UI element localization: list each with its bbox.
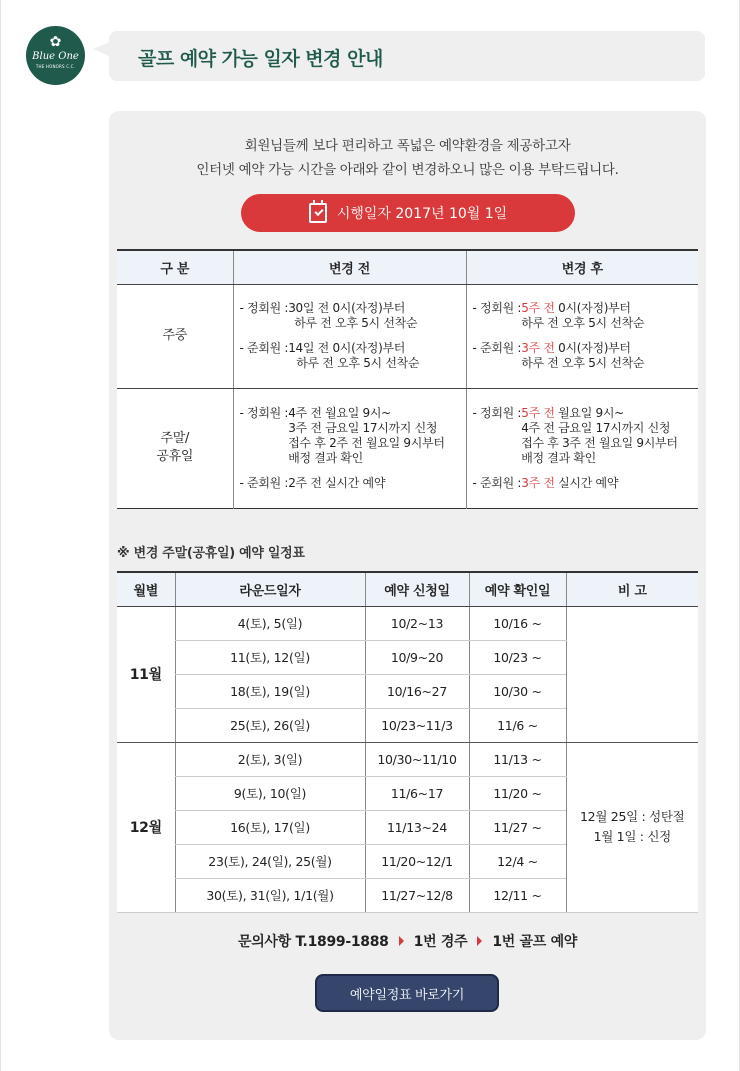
schedule-title: ※ 변경 주말(공휴일) 예약 일정표 — [117, 546, 305, 561]
category-weekend: 주말/ 공휴일 — [156, 431, 194, 464]
schedule-link-button[interactable]: 예약일정표 바로가기 — [315, 974, 499, 1012]
logo-text: Blue One — [32, 51, 79, 62]
table-row-weekend — [117, 388, 698, 508]
calendar-check-icon — [309, 203, 327, 223]
contact-step-2: 1번 골프 예약 — [492, 934, 578, 950]
logo-subtext: THE HONORS C.C. — [35, 64, 76, 69]
flower-icon: ✿ — [49, 34, 62, 50]
effective-date-label: 시행일자 2017년 10월 1일 — [336, 206, 508, 222]
header-round-date: 라운드일자 — [175, 572, 365, 606]
weekend-before: - 정회원 : 4주 전 월요일 9시~ 3주 전 금요일 17시까지 신청 접수 후 2주 전 월요일 9시부터 배정 결과 확인 - 준회원 : 2주 전 실시간 예약 — [233, 388, 466, 508]
arrow-right-icon — [399, 936, 404, 946]
header-note: 비 고 — [566, 572, 698, 606]
confirm-date: 10/30 ~ — [469, 674, 566, 708]
confirm-date: 11/6 ~ — [469, 708, 566, 742]
apply-date: 11/20~12/1 — [365, 844, 469, 878]
confirm-date: 10/16 ~ — [469, 606, 566, 640]
table-row-weekday — [117, 284, 698, 388]
effective-date-badge — [241, 194, 575, 232]
apply-date: 11/6~17 — [365, 776, 469, 810]
confirm-date: 11/20 ~ — [469, 776, 566, 810]
note-november — [566, 606, 698, 742]
apply-date: 10/30~11/10 — [365, 742, 469, 776]
bubble-tail — [93, 42, 109, 56]
confirm-date: 12/11 ~ — [469, 878, 566, 912]
intro-line-1: 회원님들께 보다 편리하고 폭넓은 예약환경을 제공하고자 — [244, 138, 571, 154]
schedule-table — [117, 571, 698, 913]
header-confirm-date: 예약 확인일 — [469, 572, 566, 606]
round-date: 11(토), 12(일) — [175, 640, 365, 674]
apply-date: 10/23~11/3 — [365, 708, 469, 742]
round-date: 9(토), 10(일) — [175, 776, 365, 810]
contact-phone: 문의사항 T.1899-1888 — [237, 934, 389, 950]
round-date: 30(토), 31(일), 1/1(월) — [175, 878, 365, 912]
confirm-date: 11/27 ~ — [469, 810, 566, 844]
round-date: 2(토), 3(일) — [175, 742, 365, 776]
intro-text — [109, 134, 706, 182]
category-weekday: 주중 — [117, 284, 233, 388]
apply-date: 10/9~20 — [365, 640, 469, 674]
confirm-date: 12/4 ~ — [469, 844, 566, 878]
weekday-before: - 정회원 : 30일 전 0시(자정)부터 하루 전 오후 5시 선착순 - 준회원 : 14일 전 0시(자정)부터 하루 전 오후 5시 선착순 — [233, 284, 466, 388]
apply-date: 10/2~13 — [365, 606, 469, 640]
confirm-date: 11/13 ~ — [469, 742, 566, 776]
apply-date: 11/27~12/8 — [365, 878, 469, 912]
contact-step-1: 1번 경주 — [413, 934, 468, 950]
notice-card — [109, 111, 706, 1040]
round-date: 23(토), 24(일), 25(월) — [175, 844, 365, 878]
apply-date: 10/16~27 — [365, 674, 469, 708]
round-date: 4(토), 5(일) — [175, 606, 365, 640]
arrow-right-icon — [477, 936, 482, 946]
title-bubble — [109, 31, 705, 81]
round-date: 18(토), 19(일) — [175, 674, 365, 708]
contact-info — [109, 931, 706, 951]
change-table — [117, 249, 698, 509]
confirm-date: 10/23 ~ — [469, 640, 566, 674]
header-apply-date: 예약 신청일 — [365, 572, 469, 606]
header-month: 월별 — [117, 572, 175, 606]
apply-date: 11/13~24 — [365, 810, 469, 844]
header-after: 변경 후 — [466, 250, 698, 284]
note-december: 12월 25일 : 성탄절 1월 1일 : 신정 — [566, 742, 698, 912]
round-date: 16(토), 17(일) — [175, 810, 365, 844]
header-category: 구 분 — [117, 250, 233, 284]
month-november: 11월 — [117, 606, 175, 742]
weekday-after: - 정회원 : 5주 전 0시(자정)부터 하루 전 오후 5시 선착순 - 준회원 : 3주 전 0시(자정)부터 하루 전 오후 5시 선착순 — [466, 284, 698, 388]
weekend-after: - 정회원 : 5주 전 월요일 9시~ 4주 전 금요일 17시까지 신청 접수 후 3주 전 월요일 9시부터 배정 결과 확인 - 준회원 : 3주 전 실시간 예약 — [466, 388, 698, 508]
page-title: 골프 예약 가능 일자 변경 안내 — [138, 48, 383, 70]
month-december: 12월 — [117, 742, 175, 912]
round-date: 25(토), 26(일) — [175, 708, 365, 742]
table-row — [117, 606, 698, 640]
header-before: 변경 전 — [233, 250, 466, 284]
brand-logo[interactable] — [26, 26, 85, 85]
table-row — [117, 742, 698, 776]
intro-line-2: 인터넷 예약 가능 시간을 아래와 같이 변경하오니 많은 이용 부탁드립니다. — [196, 162, 619, 178]
